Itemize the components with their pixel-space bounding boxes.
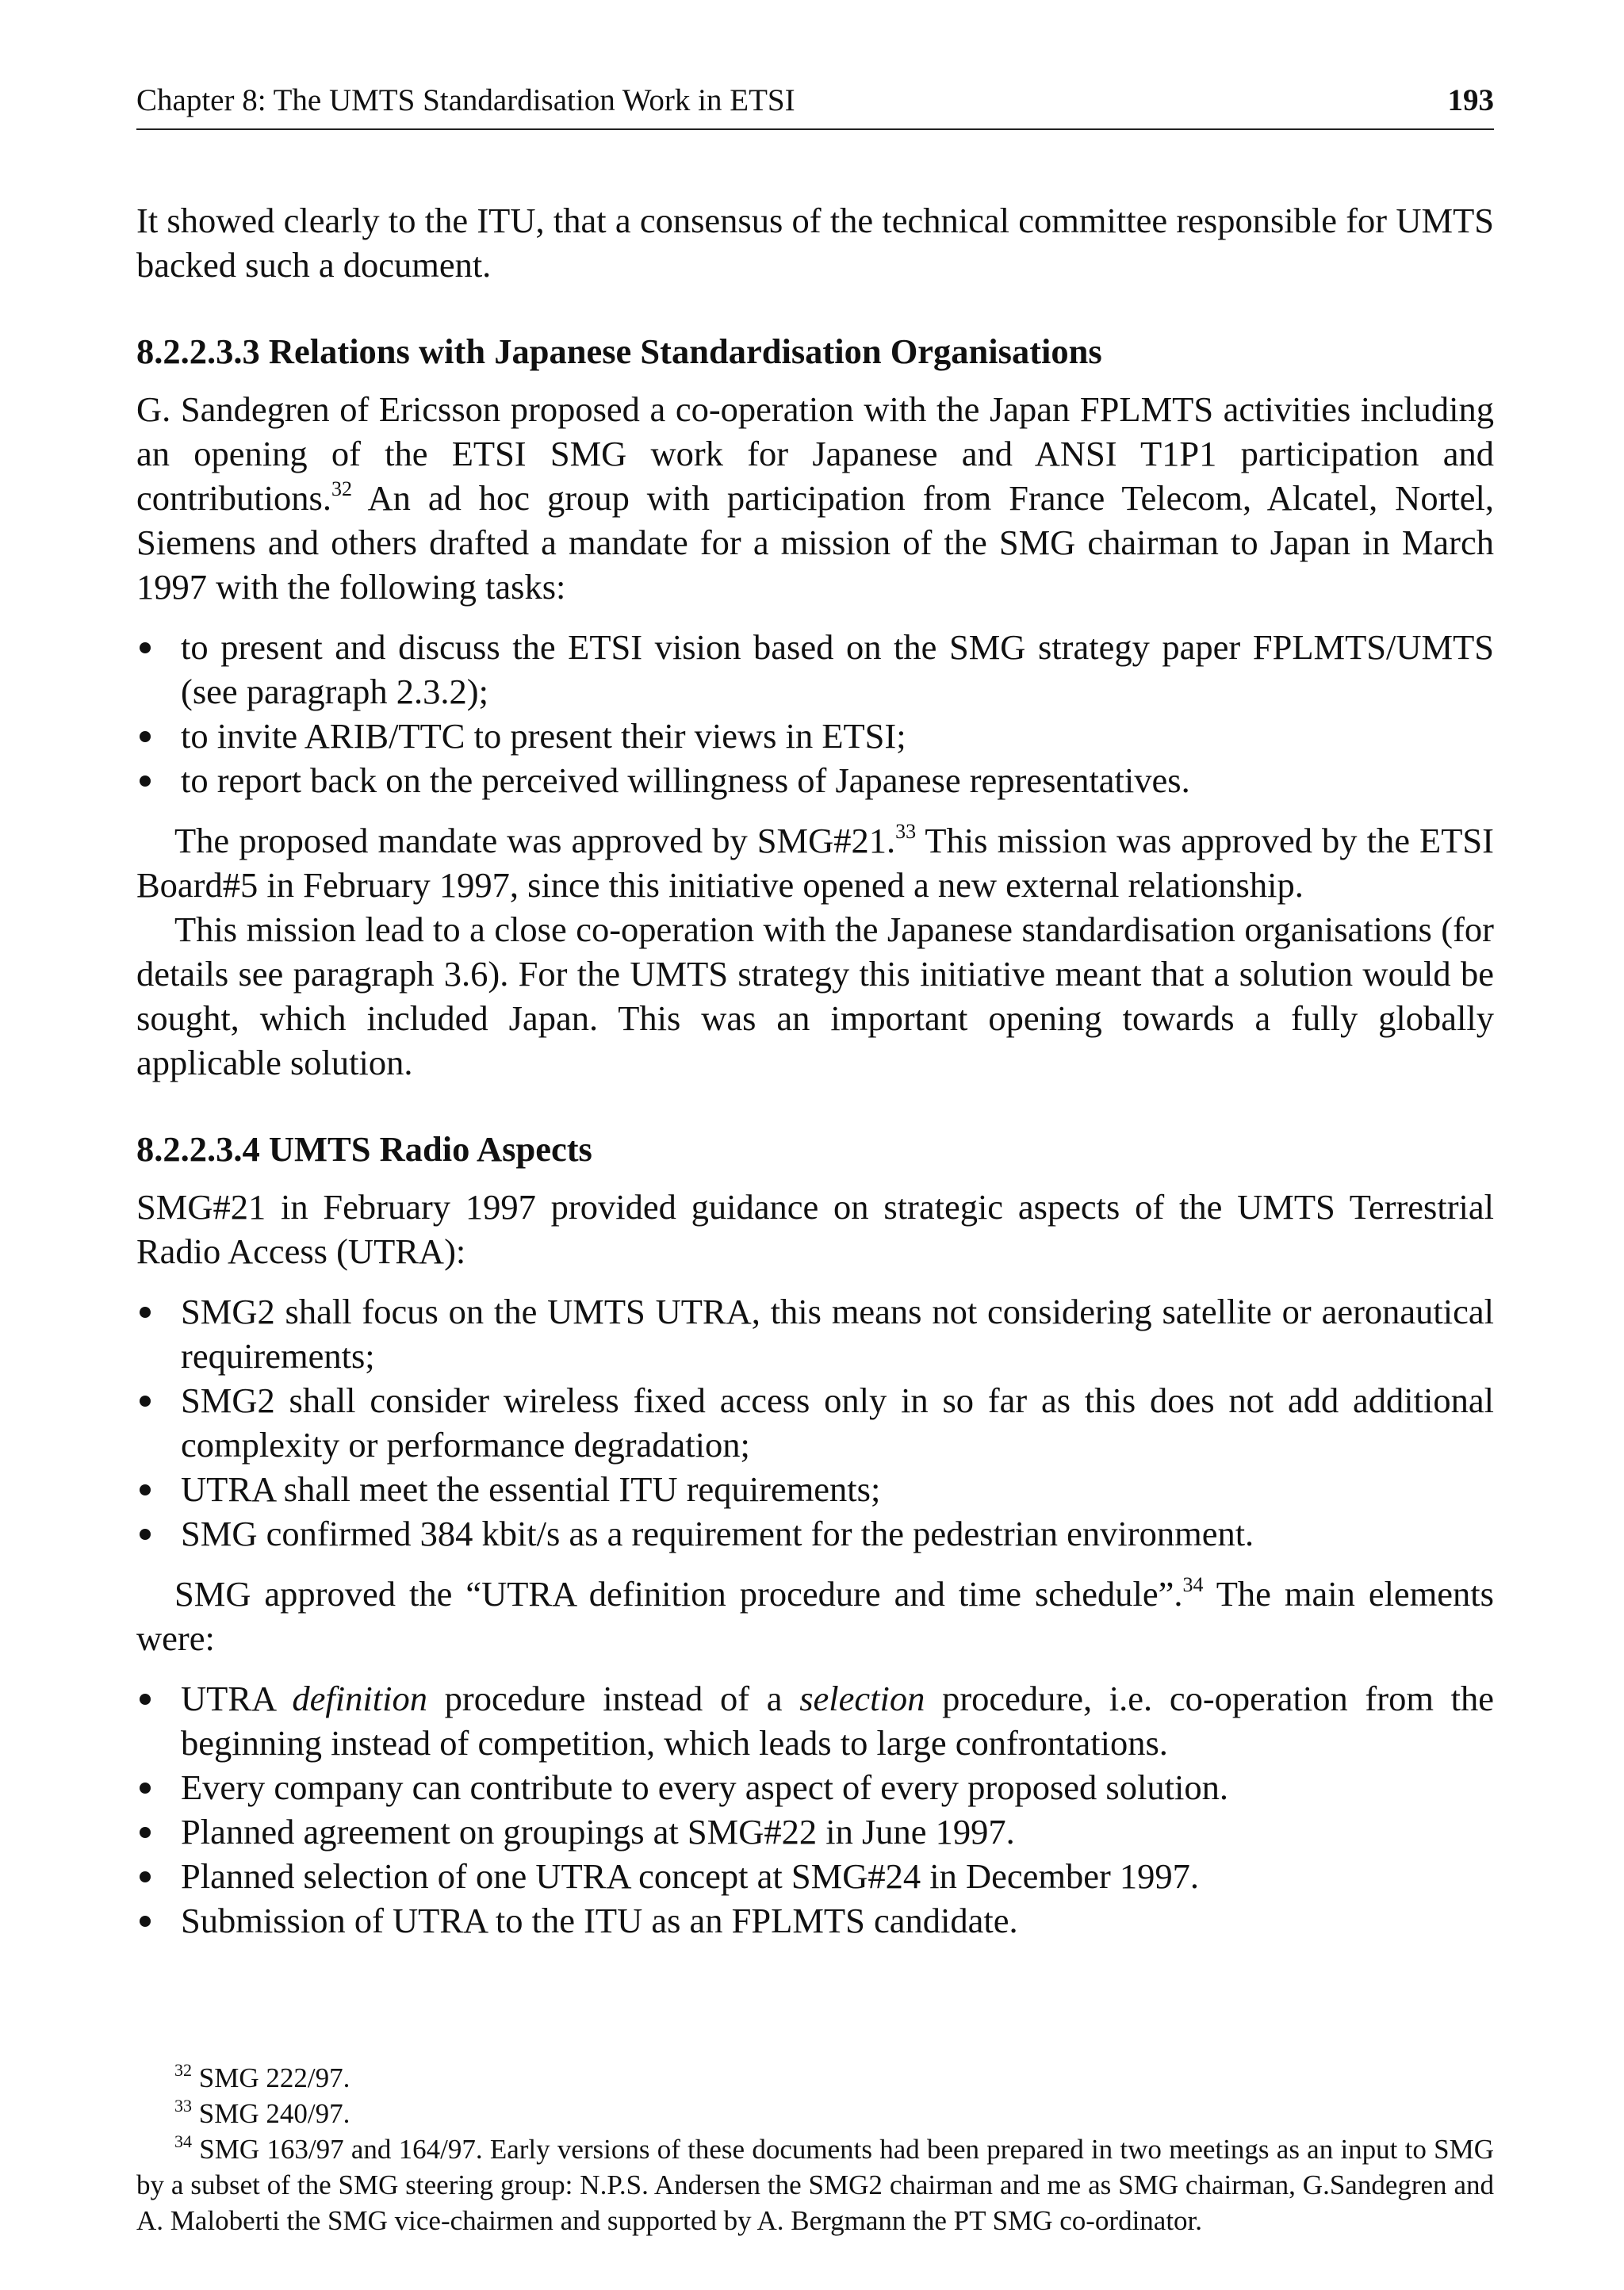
main-elements-list xyxy=(136,1676,1494,1943)
bullet-icon xyxy=(140,1916,151,1927)
bullet-icon xyxy=(140,775,151,787)
list-item xyxy=(136,1289,1494,1378)
bullet-icon xyxy=(140,1783,151,1794)
list-item xyxy=(136,1854,1494,1898)
bullet-icon xyxy=(140,1484,151,1495)
japan-paragraph-1-text-a: G. Sandegren of Ericsson proposed a co-operation with the Japan FPLMTS activities including an opening of the ETSI SMG work for Japanese and ANSI T1P1 participation and contributions. xyxy=(136,389,1494,518)
list-item-text: to report back on the perceived willingness of Japanese representatives. xyxy=(181,760,1190,800)
list-item xyxy=(136,714,1494,758)
bullet-icon xyxy=(140,1871,151,1882)
bullet-icon xyxy=(140,731,151,742)
footnote-number: 34 xyxy=(174,2131,192,2151)
list-item xyxy=(136,758,1494,802)
footnote-34 xyxy=(136,2131,1494,2238)
footnote-32 xyxy=(136,2060,1494,2096)
list-item-text: SMG2 shall focus on the UMTS UTRA, this means not considering satellite or aeronautical requirements; xyxy=(181,1292,1494,1376)
footnote-number: 32 xyxy=(174,2060,192,2080)
list-item xyxy=(136,1378,1494,1467)
list-item xyxy=(136,1467,1494,1511)
list-item xyxy=(136,1898,1494,1943)
intro-paragraph: It showed clearly to the ITU, that a consensus of the technical committee responsible for UMTS backed such a document. xyxy=(136,201,1494,285)
radio-paragraph-2-text-b: The main elements were: xyxy=(136,1574,1494,1658)
list-item-text: SMG2 shall consider wireless fixed access only in so far as this does not add additional complexity or performance degradation; xyxy=(181,1381,1494,1465)
bullet-icon xyxy=(140,642,151,653)
japan-paragraph-1 xyxy=(136,387,1494,609)
radio-paragraph-2-text-a: SMG approved the “UTRA definition procedure and time schedule”. xyxy=(174,1574,1183,1614)
page-number: 193 xyxy=(1447,83,1494,117)
list-item-text: UTRA shall meet the essential ITU requirements; xyxy=(181,1469,881,1509)
list-item-text: Every company can contribute to every aspect of every proposed solution. xyxy=(181,1767,1228,1807)
section-heading-japan: 8.2.2.3.3 Relations with Japanese Standardisation Organisations xyxy=(136,331,1102,371)
footnote-ref-33: 33 xyxy=(895,820,917,843)
list-item-text: to invite ARIB/TTC to present their views in ETSI; xyxy=(181,716,906,756)
element-text-mid: procedure instead of a xyxy=(427,1679,800,1718)
list-item-text: Planned agreement on groupings at SMG#22 in June 1997. xyxy=(181,1812,1015,1852)
bullet-icon xyxy=(140,1396,151,1407)
list-item-text: to present and discuss the ETSI vision based on the SMG strategy paper FPLMTS/UMTS (see paragraph 2.3.2); xyxy=(181,627,1494,711)
footnote-text: SMG 222/97. xyxy=(192,2062,350,2093)
element-text-post: procedure, i.e. co-operation from the beginning instead of competition, which leads to large confrontations. xyxy=(181,1679,1494,1763)
list-item xyxy=(136,1765,1494,1809)
japan-paragraph-2-text-a: The proposed mandate was approved by SMG#21. xyxy=(174,821,896,860)
guidance-list xyxy=(136,1289,1494,1556)
footnote-text: SMG 240/97. xyxy=(192,2098,350,2129)
bullet-icon xyxy=(140,1827,151,1838)
mission-task-list xyxy=(136,625,1494,802)
footnote-ref-32: 32 xyxy=(331,477,352,500)
japan-paragraph-2-text-b: This mission was approved by the ETSI Board#5 in February 1997, since this initiative opened a new external relationship. xyxy=(136,821,1494,905)
section-heading-radio: 8.2.2.3.4 UMTS Radio Aspects xyxy=(136,1129,592,1169)
bullet-icon xyxy=(140,1694,151,1705)
list-item xyxy=(136,1809,1494,1854)
footnote-33 xyxy=(136,2096,1494,2131)
bullet-icon xyxy=(140,1529,151,1540)
japan-paragraph-1-text-b: An ad hoc group with participation from France Telecom, Alcatel, Nortel, Siemens and others drafted a mandate for a mission of the SMG chairman to Japan in March 1997 with the following tasks: xyxy=(136,478,1494,607)
list-item-text: Planned selection of one UTRA concept at SMG#24 in December 1997. xyxy=(181,1856,1200,1896)
main-text xyxy=(136,198,1494,1943)
list-item-text: SMG confirmed 384 kbit/s as a requirement for the pedestrian environment. xyxy=(181,1514,1254,1553)
bullet-icon xyxy=(140,1307,151,1318)
radio-paragraph-2 xyxy=(136,1572,1494,1660)
footnote-ref-34: 34 xyxy=(1182,1573,1204,1596)
element-text-emphasis-selection: selection xyxy=(799,1679,925,1718)
list-item xyxy=(136,1676,1494,1765)
list-item xyxy=(136,625,1494,714)
running-header xyxy=(136,82,1494,130)
element-text-emphasis-definition: definition xyxy=(292,1679,427,1718)
footnotes xyxy=(136,2060,1494,2238)
element-text-pre: UTRA xyxy=(181,1679,293,1718)
chapter-title: Chapter 8: The UMTS Standardisation Work in ETSI xyxy=(136,83,795,117)
radio-paragraph-1: SMG#21 in February 1997 provided guidance on strategic aspects of the UMTS Terrestrial Radio Access (UTRA): xyxy=(136,1187,1494,1271)
footnote-number: 33 xyxy=(174,2096,192,2116)
footnote-text: SMG 163/97 and 164/97. Early versions of these documents had been prepared in two meetings as an input to SMG by a subset of the SMG steering group: N.P.S. Andersen the SMG2 chairman and me as SMG chairman, G.Sandegren and A. Maloberti the SMG vice-chairmen and supported by A. Bergmann the PT SMG co-ordinator. xyxy=(136,2134,1494,2236)
japan-paragraph-3: This mission lead to a close co-operation with the Japanese standardisation organisations (for details see paragraph 3.6). For the UMTS strategy this initiative meant that a solution would be sought, which included Japan. This was an important opening towards a fully globally applicable solution. xyxy=(136,909,1494,1082)
list-item-text: Submission of UTRA to the ITU as an FPLMTS candidate. xyxy=(181,1901,1018,1940)
list-item xyxy=(136,1511,1494,1556)
japan-paragraph-2 xyxy=(136,818,1494,907)
